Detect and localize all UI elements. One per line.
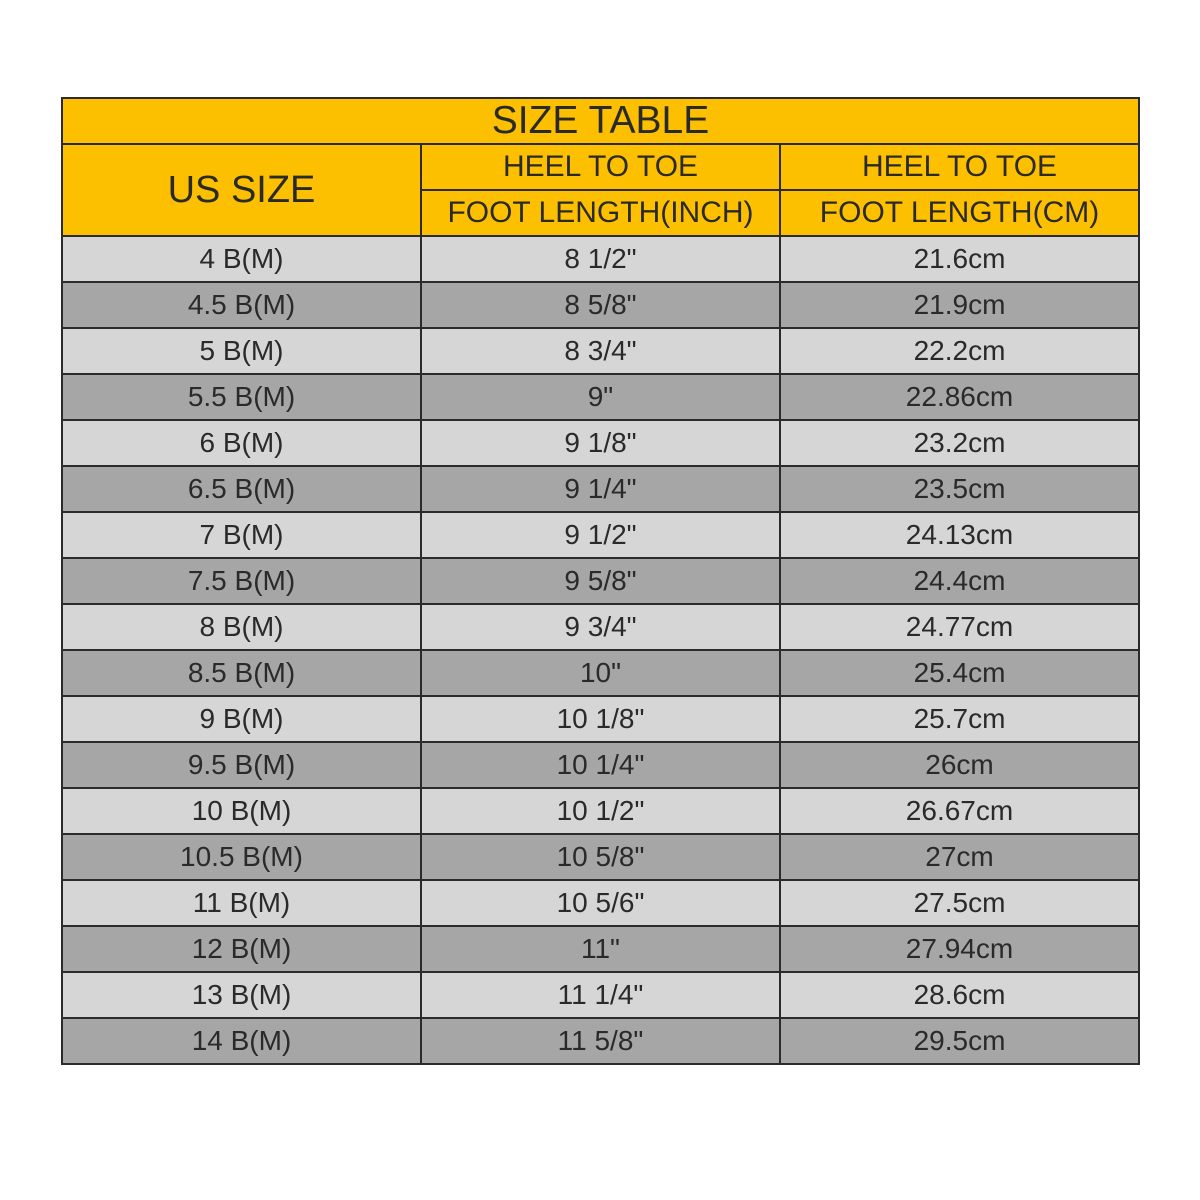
cm-length-cell: 27.5cm	[780, 880, 1139, 926]
us-size-cell: 7 B(M)	[62, 512, 421, 558]
us-size-cell: 7.5 B(M)	[62, 558, 421, 604]
us-size-cell: 9 B(M)	[62, 696, 421, 742]
us-size-cell: 5.5 B(M)	[62, 374, 421, 420]
cm-length-cell: 23.5cm	[780, 466, 1139, 512]
cm-length-cell: 22.2cm	[780, 328, 1139, 374]
header-inch-bottom: FOOT LENGTH(INCH)	[421, 190, 780, 236]
table-row	[62, 926, 1139, 972]
header-inch-top: HEEL TO TOE	[421, 144, 780, 190]
inch-length-cell: 8 1/2"	[421, 236, 780, 282]
table-row	[62, 834, 1139, 880]
inch-length-cell: 9"	[421, 374, 780, 420]
cm-length-cell: 28.6cm	[780, 972, 1139, 1018]
inch-length-cell: 10 1/2"	[421, 788, 780, 834]
table-row	[62, 236, 1139, 282]
table-row	[62, 512, 1139, 558]
cm-length-cell: 24.13cm	[780, 512, 1139, 558]
cm-length-cell: 26.67cm	[780, 788, 1139, 834]
inch-length-cell: 10 5/6"	[421, 880, 780, 926]
inch-length-cell: 9 1/2"	[421, 512, 780, 558]
cm-length-cell: 24.77cm	[780, 604, 1139, 650]
inch-length-cell: 10"	[421, 650, 780, 696]
table-row	[62, 420, 1139, 466]
table-row	[62, 650, 1139, 696]
table-row	[62, 1018, 1139, 1064]
cm-length-cell: 25.7cm	[780, 696, 1139, 742]
table-row	[62, 604, 1139, 650]
table-row	[62, 696, 1139, 742]
table-row	[62, 328, 1139, 374]
inch-length-cell: 9 3/4"	[421, 604, 780, 650]
inch-length-cell: 8 3/4"	[421, 328, 780, 374]
inch-length-cell: 10 1/8"	[421, 696, 780, 742]
inch-length-cell: 9 1/8"	[421, 420, 780, 466]
us-size-cell: 13 B(M)	[62, 972, 421, 1018]
us-size-cell: 12 B(M)	[62, 926, 421, 972]
header-us-size: US SIZE	[62, 144, 421, 236]
inch-length-cell: 11 1/4"	[421, 972, 780, 1018]
us-size-cell: 10 B(M)	[62, 788, 421, 834]
cm-length-cell: 27cm	[780, 834, 1139, 880]
inch-length-cell: 11 5/8"	[421, 1018, 780, 1064]
cm-length-cell: 29.5cm	[780, 1018, 1139, 1064]
us-size-cell: 4.5 B(M)	[62, 282, 421, 328]
inch-length-cell: 8 5/8"	[421, 282, 780, 328]
header-cm-bottom: FOOT LENGTH(CM)	[780, 190, 1139, 236]
cm-length-cell: 24.4cm	[780, 558, 1139, 604]
table-row	[62, 466, 1139, 512]
header-cm-top: HEEL TO TOE	[780, 144, 1139, 190]
table-row	[62, 282, 1139, 328]
table-row	[62, 742, 1139, 788]
size-table	[61, 97, 1140, 1065]
us-size-cell: 8 B(M)	[62, 604, 421, 650]
us-size-cell: 14 B(M)	[62, 1018, 421, 1064]
inch-length-cell: 10 5/8"	[421, 834, 780, 880]
cm-length-cell: 27.94cm	[780, 926, 1139, 972]
table-row	[62, 788, 1139, 834]
table-row	[62, 880, 1139, 926]
table-row	[62, 374, 1139, 420]
us-size-cell: 10.5 B(M)	[62, 834, 421, 880]
us-size-cell: 8.5 B(M)	[62, 650, 421, 696]
cm-length-cell: 26cm	[780, 742, 1139, 788]
cm-length-cell: 25.4cm	[780, 650, 1139, 696]
us-size-cell: 4 B(M)	[62, 236, 421, 282]
us-size-cell: 6.5 B(M)	[62, 466, 421, 512]
cm-length-cell: 21.9cm	[780, 282, 1139, 328]
table-body	[62, 236, 1139, 1064]
cm-length-cell: 21.6cm	[780, 236, 1139, 282]
us-size-cell: 11 B(M)	[62, 880, 421, 926]
table-row	[62, 972, 1139, 1018]
table-title: SIZE TABLE	[62, 98, 1139, 144]
inch-length-cell: 10 1/4"	[421, 742, 780, 788]
inch-length-cell: 9 1/4"	[421, 466, 780, 512]
cm-length-cell: 22.86cm	[780, 374, 1139, 420]
us-size-cell: 5 B(M)	[62, 328, 421, 374]
inch-length-cell: 11"	[421, 926, 780, 972]
inch-length-cell: 9 5/8"	[421, 558, 780, 604]
us-size-cell: 6 B(M)	[62, 420, 421, 466]
cm-length-cell: 23.2cm	[780, 420, 1139, 466]
table-row	[62, 558, 1139, 604]
us-size-cell: 9.5 B(M)	[62, 742, 421, 788]
